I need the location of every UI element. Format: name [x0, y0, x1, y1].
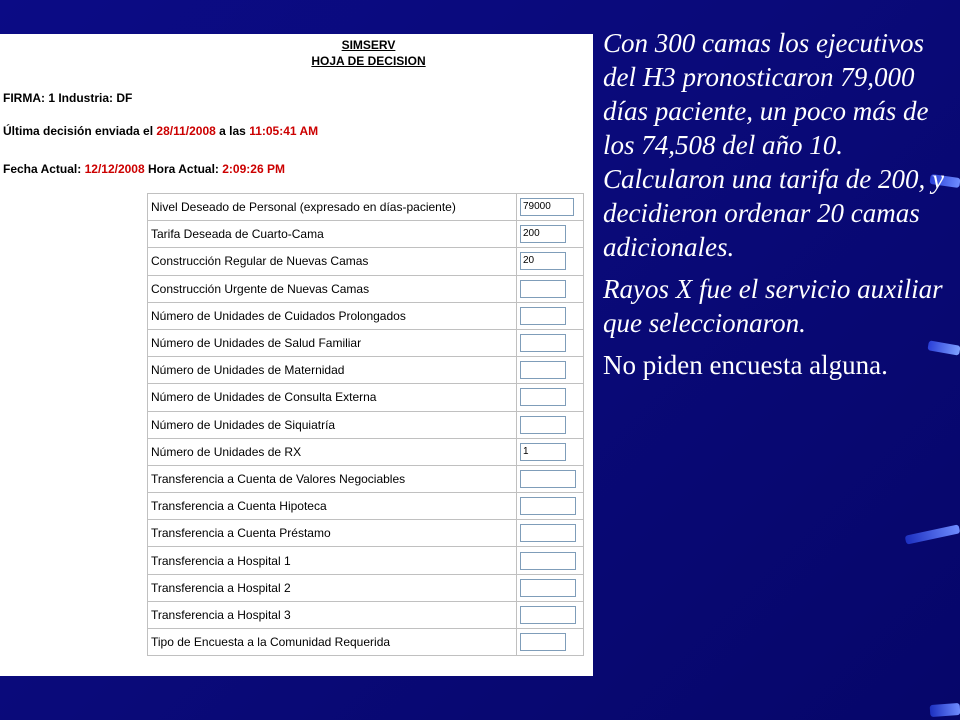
current-date-label: Fecha Actual: [3, 162, 82, 176]
decorative-streak [930, 703, 960, 717]
current-date-line [3, 162, 285, 176]
note-paragraph-2: Rayos X fue el servicio auxiliar que seleccionaron. [603, 274, 943, 338]
row-label: Número de Unidades de Consulta Externa [148, 384, 517, 411]
last-decision-a: a las [219, 124, 246, 138]
table-row [148, 329, 584, 356]
row-label: Transferencia a Cuenta Préstamo [148, 520, 517, 547]
decision-input[interactable]: 1 [520, 443, 566, 461]
decision-input[interactable] [520, 280, 566, 298]
decision-input[interactable]: 200 [520, 225, 566, 243]
row-label: Construcción Urgente de Nuevas Camas [148, 275, 517, 302]
note-paragraph-3: No piden encuesta alguna. [603, 350, 888, 380]
table-row [148, 438, 584, 465]
sheet-title: SIMSERV [341, 38, 396, 52]
table-row [148, 547, 584, 574]
row-label: Número de Unidades de Cuidados Prolongados [148, 302, 517, 329]
row-label: Número de Unidades de Siquiatría [148, 411, 517, 438]
table-row [148, 302, 584, 329]
last-decision-label: Última decisión enviada el [3, 124, 154, 138]
table-row [148, 275, 584, 302]
decision-input[interactable] [520, 361, 566, 379]
decision-input[interactable] [520, 334, 566, 352]
current-date-value: 12/12/2008 [84, 162, 145, 176]
row-label: Transferencia a Hospital 1 [148, 547, 517, 574]
row-label: Transferencia a Hospital 3 [148, 601, 517, 628]
firma-line: FIRMA: 1 Industria: DF [3, 91, 133, 105]
decision-input[interactable] [520, 524, 576, 542]
decision-input[interactable]: 79000 [520, 198, 574, 216]
table-row [148, 357, 584, 384]
last-decision-date: 28/11/2008 [156, 124, 216, 138]
row-label: Transferencia a Cuenta Hipoteca [148, 493, 517, 520]
table-row [148, 601, 584, 628]
row-label: Número de Unidades de Maternidad [148, 357, 517, 384]
row-label: Transferencia a Hospital 2 [148, 574, 517, 601]
last-decision-line [3, 124, 318, 138]
table-row [148, 384, 584, 411]
row-label: Número de Unidades de Salud Familiar [148, 329, 517, 356]
table-row [148, 629, 584, 656]
row-label: Transferencia a Cuenta de Valores Negociables [148, 465, 517, 492]
decision-input[interactable] [520, 307, 566, 325]
decision-input[interactable] [520, 416, 566, 434]
decision-input[interactable] [520, 497, 576, 515]
decision-input[interactable] [520, 552, 576, 570]
current-time-value: 2:09:26 PM [222, 162, 285, 176]
row-label: Tarifa Deseada de Cuarto-Cama [148, 221, 517, 248]
current-time-label: Hora Actual: [148, 162, 219, 176]
decision-input[interactable] [520, 633, 566, 651]
sheet-subtitle: HOJA DE DECISION [311, 54, 426, 68]
table-row [148, 493, 584, 520]
table-row [148, 520, 584, 547]
decision-input[interactable] [520, 606, 576, 624]
last-decision-time: 11:05:41 AM [249, 124, 319, 138]
decorative-streak [905, 524, 960, 544]
table-row [148, 221, 584, 248]
decision-table [147, 193, 584, 656]
decision-input[interactable] [520, 579, 576, 597]
decision-input[interactable] [520, 388, 566, 406]
table-row [148, 411, 584, 438]
decision-sheet-panel [0, 34, 593, 676]
row-label: Nivel Deseado de Personal (expresado en días-paciente) [148, 194, 517, 221]
row-label: Número de Unidades de RX [148, 438, 517, 465]
slide-notes [603, 26, 948, 390]
decision-input[interactable]: 20 [520, 252, 566, 270]
table-row [148, 248, 584, 275]
table-row [148, 194, 584, 221]
note-paragraph-1: Con 300 camas los ejecutivos del H3 pronosticaron 79,000 días paciente, un poco más de los 74,508 del año 10. Calcularon una tarifa de 200, y decidieron ordenar 20 camas adicionales. [603, 28, 944, 262]
row-label: Construcción Regular de Nuevas Camas [148, 248, 517, 275]
decision-input[interactable] [520, 470, 576, 488]
row-label: Tipo de Encuesta a la Comunidad Requerida [148, 629, 517, 656]
table-row [148, 465, 584, 492]
table-row [148, 574, 584, 601]
